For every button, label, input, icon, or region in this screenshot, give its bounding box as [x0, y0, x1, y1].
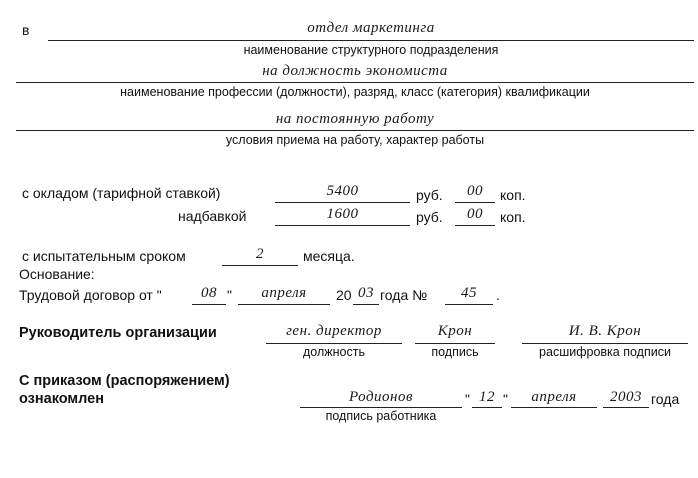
head-position-caption: должность	[303, 345, 365, 359]
contract-year-word: года №	[380, 287, 428, 303]
conditions-line	[16, 130, 694, 131]
head-signature-caption: подпись	[431, 345, 479, 359]
salary-kop-unit: коп.	[500, 187, 526, 203]
position-line	[16, 82, 694, 83]
head-position-value[interactable]: ген. директор	[286, 323, 382, 339]
salary-rub-unit: руб.	[416, 187, 443, 203]
contract-year-line	[353, 304, 379, 305]
department-caption: наименование структурного подразделения	[243, 43, 499, 57]
ack-year-line	[603, 407, 649, 408]
contract-end: .	[496, 287, 500, 303]
salary-rub-line	[275, 202, 410, 203]
ack-day[interactable]: 12	[479, 389, 495, 405]
bonus-rub-value[interactable]: 1600	[326, 206, 359, 222]
ack-label-line1: С приказом (распоряжением)	[19, 373, 230, 389]
salary-kop-value[interactable]: 00	[467, 183, 483, 199]
contract-number[interactable]: 45	[461, 285, 477, 301]
department-line	[48, 40, 694, 41]
ack-quote-close: "	[503, 391, 508, 407]
ack-month-line	[511, 407, 597, 408]
contract-prefix: Трудовой договор от "	[19, 287, 162, 303]
contract-day[interactable]: 08	[201, 285, 217, 301]
contract-number-line	[445, 304, 493, 305]
ack-year[interactable]: 2003	[610, 389, 642, 405]
bonus-label: надбавкой	[178, 208, 247, 224]
bonus-kop-unit: коп.	[500, 209, 526, 225]
ack-month[interactable]: апреля	[531, 389, 577, 405]
bonus-kop-line	[455, 225, 495, 226]
salary-label: с окладом (тарифной ставкой)	[22, 185, 221, 201]
head-name-caption: расшифровка подписи	[539, 345, 671, 359]
head-signature-line	[415, 343, 495, 344]
bonus-kop-value[interactable]: 00	[467, 206, 483, 222]
ack-label-line2: ознакомлен	[19, 391, 104, 407]
head-name-value[interactable]: И. В. Крон	[568, 323, 642, 339]
ack-signature-value[interactable]: Родионов	[349, 389, 413, 405]
position-caption: наименование профессии (должности), разряд, класс (категория) квалификации	[120, 85, 590, 99]
contract-month[interactable]: апреля	[261, 285, 307, 301]
salary-kop-line	[455, 202, 495, 203]
ack-signature-line	[300, 407, 462, 408]
probation-line	[222, 265, 298, 266]
conditions-caption: условия приема на работу, характер работы	[225, 133, 485, 147]
head-position-line	[266, 343, 402, 344]
contract-month-line	[238, 304, 330, 305]
ack-year-word: года	[651, 391, 680, 407]
bonus-rub-line	[275, 225, 410, 226]
contract-day-line	[192, 304, 226, 305]
bonus-rub-unit: руб.	[416, 209, 443, 225]
head-name-line	[522, 343, 688, 344]
probation-value[interactable]: 2	[256, 246, 264, 262]
probation-unit: месяца.	[303, 248, 355, 264]
contract-year-prefix: 20	[336, 287, 352, 303]
prefix-v: в	[22, 22, 30, 38]
basis-label: Основание:	[19, 266, 95, 282]
conditions-value[interactable]: на постоянную работу	[275, 111, 435, 127]
contract-year-suffix[interactable]: 03	[358, 285, 374, 301]
contract-quote-close: "	[227, 287, 232, 303]
department-value[interactable]: отдел маркетинга	[307, 20, 435, 36]
ack-signature-caption: подпись работника	[325, 409, 437, 423]
head-signature-value[interactable]: Крон	[437, 323, 473, 339]
salary-rub-value[interactable]: 5400	[326, 183, 359, 199]
ack-day-line	[472, 407, 502, 408]
ack-quote-open: "	[465, 391, 470, 407]
position-value[interactable]: на должность экономиста	[262, 63, 448, 79]
probation-label: с испытательным сроком	[22, 248, 186, 264]
head-label: Руководитель организации	[19, 325, 217, 341]
